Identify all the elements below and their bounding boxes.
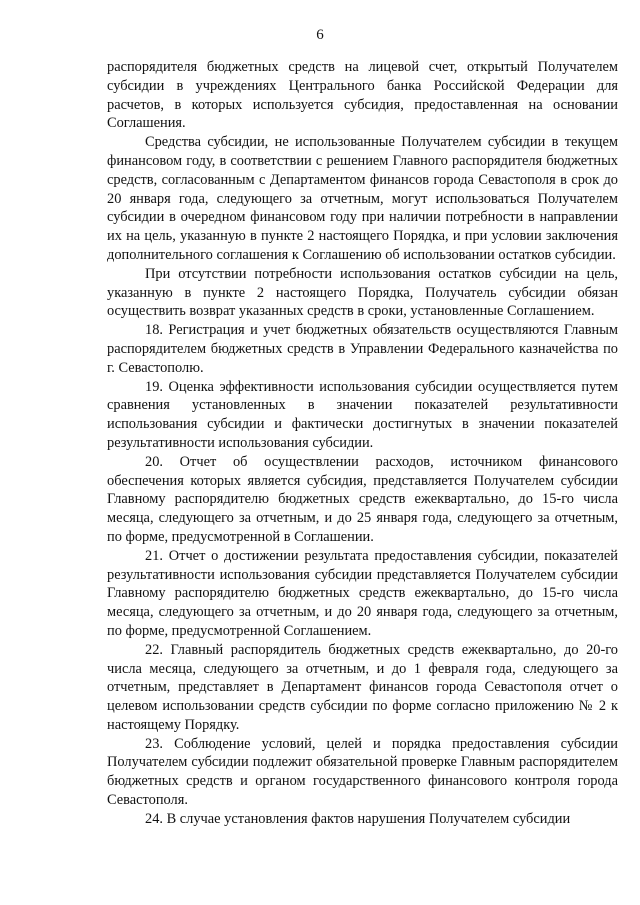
paragraph-item-24: 24. В случае установления фактов нарушения Получателем субсидии	[145, 810, 571, 827]
paragraph-refund-obligation: При отсутствии потребности использования остатков субсидии на цель, указанную в пункте 2 настоящего Порядка, Получатель субсидии обязан осуществить возврат указанных средств в сроки, установленные Соглашением.	[107, 265, 618, 320]
paragraph-item-21: 21. Отчет о достижении результата предоставления субсидии, показателей результативности использования субсидии представляется Получателем субсидии Главному распорядителю бюджетных средств ежеквартально, до 15-го числа месяца, следующего за отчетным, и до 20 января года, следующего за отчетным, по форме, предусмотренной Соглашением.	[107, 547, 618, 639]
paragraph-item-23: 23. Соблюдение условий, целей и порядка предоставления субсидии Получателем субсидии подлежит обязательной проверке Главным распорядителем бюджетных средств и органом государственного финансового контроля города Севастополя.	[107, 735, 618, 809]
paragraph-continuation: распорядителя бюджетных средств на лицевой счет, открытый Получателем субсидии в учреждениях Центрального банка Российской Федерации для расчетов, в которых используется субсидия, предоставленная на основании Соглашения.	[107, 59, 618, 132]
paragraph-item-19: 19. Оценка эффективности использования субсидии осуществляется путем сравнения установленных в значении показателей результативности использования субсидии и фактически достигнутых в значении показателей результативности использования субсидии.	[107, 378, 618, 451]
paragraph-item-18: 18. Регистрация и учет бюджетных обязательств осуществляются Главным распорядителем бюджетных средств в Управлении Федерального казначейства по г. Севастополю.	[107, 322, 618, 376]
document-body	[107, 58, 618, 829]
page-number: 6	[316, 27, 324, 43]
paragraph-item-20: 20. Отчет об осуществлении расходов, источником финансового обеспечения которых является субсидия, представляется Получателем субсидии Главному распорядителю бюджетных средств ежеквартально, до 15-го числа месяца, следующего за отчетным, и до 25 января года, следующего за отчетным, по форме, предусмотренной в Соглашении.	[107, 453, 618, 545]
paragraph-unused-funds: Средства субсидии, не использованные Получателем субсидии в текущем финансовом году, в соответствии с решением Главного распорядителя бюджетных средств, согласованным с Департаментом финансов города Севастополя в срок до 20 января года, следующего за отчетным, могут использоваться Получателем субсидии в очередном финансовом году при наличии потребности в направлении их на цель, указанную в пункте 2 настоящего Порядка, и при условии заключения дополнительного соглашения к Соглашению об использовании остатков субсидии.	[107, 134, 618, 263]
paragraph-item-22: 22. Главный распорядитель бюджетных средств ежеквартально, до 20-го числа месяца, следующего за отчетным, и до 1 февраля года, следующего за отчетным, представляет в Департамент финансов города Севастополя отчет о целевом использовании средств субсидии по форме согласно приложению № 2 к настоящему Порядку.	[107, 641, 618, 733]
